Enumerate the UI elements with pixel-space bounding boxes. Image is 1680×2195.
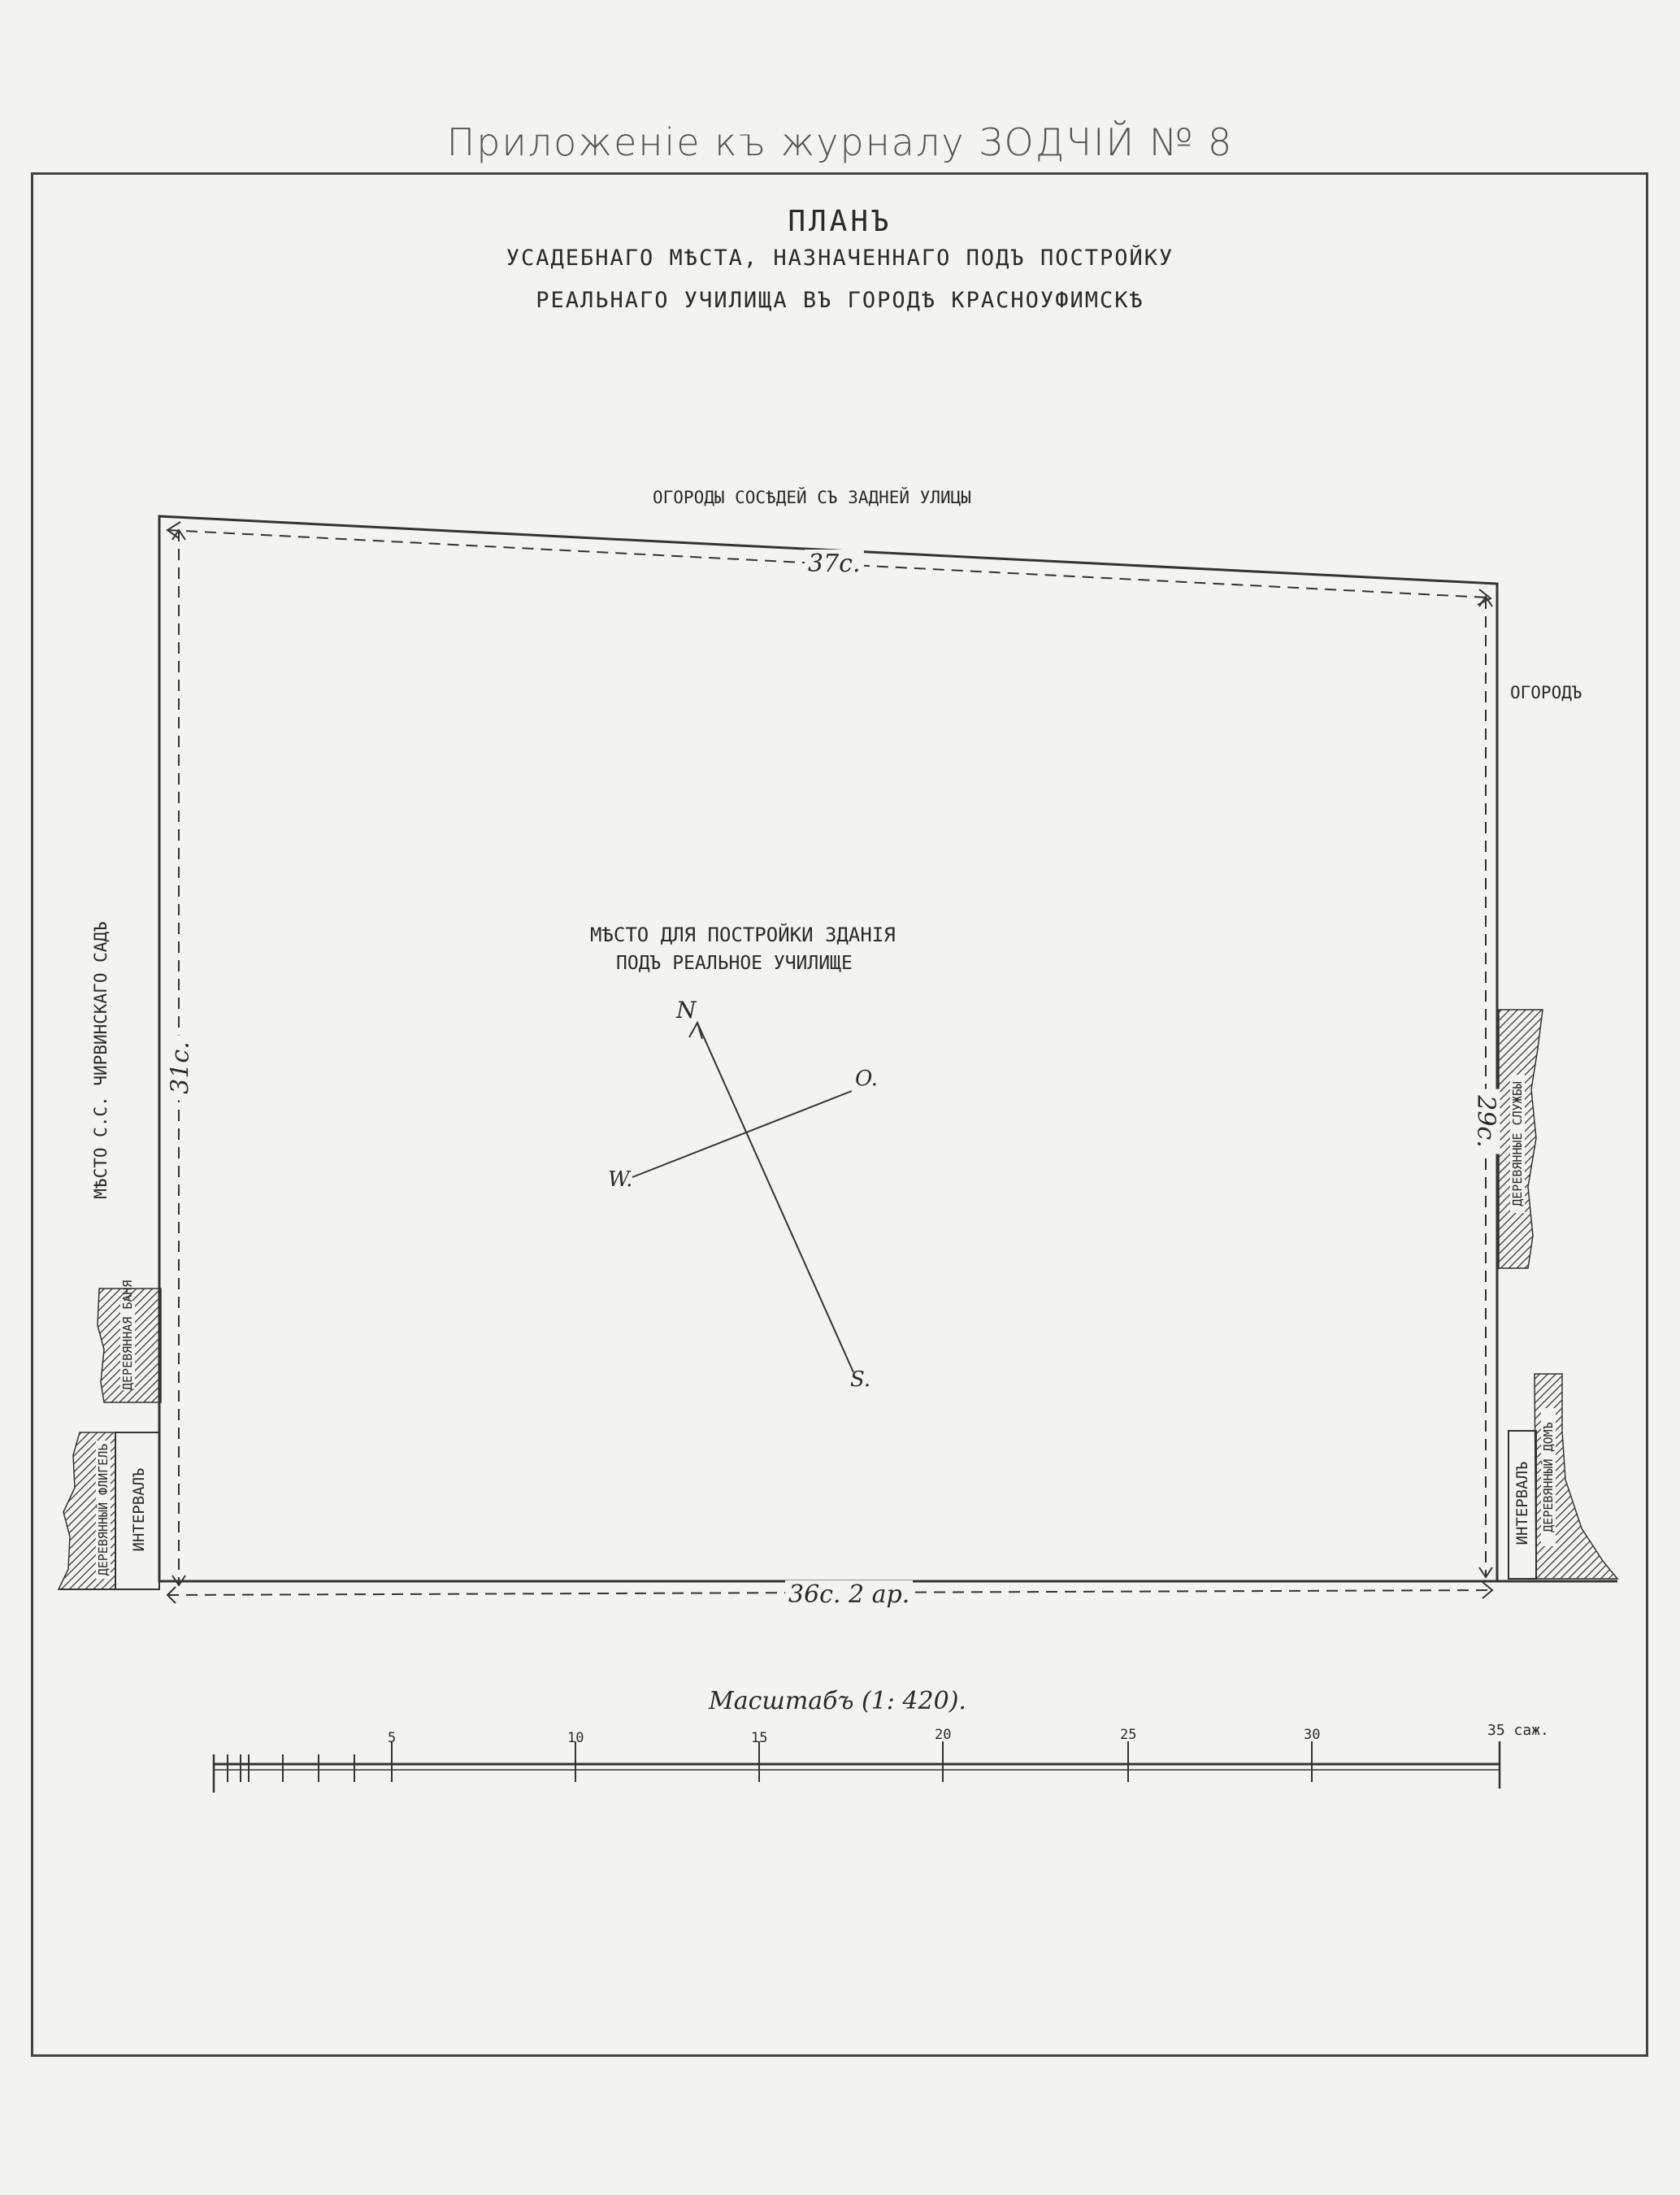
compass-north-arrow bbox=[689, 1023, 702, 1039]
scale-label-10: 10 bbox=[567, 1730, 584, 1746]
dim-right-label: 29с. bbox=[1472, 1089, 1500, 1154]
right-service-label: ДЕРЕВЯННЫЕ СЛУЖБЫ bbox=[1510, 1075, 1525, 1213]
site-label-line1: МѢСТО ДЛЯ ПОСТРОЙКИ ЗДАНIЯ bbox=[590, 924, 896, 946]
journal-header: Приложенiе къ журналу ЗОДЧIЙ № 8 bbox=[446, 120, 1234, 164]
left-wing-label: ДЕРЕВЯННЫЙ ФЛИГЕЛЬ bbox=[96, 1441, 111, 1579]
site-boundary bbox=[159, 516, 1497, 1581]
plan-subtitle-1: УСАДЕБНАГО МѢСТА, НАЗНАЧЕННАГО ПОДЪ ПОСТРОЙКУ bbox=[506, 246, 1174, 271]
compass-west: W. bbox=[608, 1167, 633, 1192]
right-house-label: ДЕРЕВЯННЫЙ ДОМЪ bbox=[1541, 1408, 1556, 1546]
site-label-line2: ПОДЪ РЕАЛЬНОЕ УЧИЛИЩЕ bbox=[616, 953, 853, 974]
left-interval-label: ИНТЕРВАЛЪ bbox=[130, 1467, 148, 1552]
scale-label-15: 15 bbox=[751, 1730, 768, 1746]
right-interval-label: ИНТЕРВАЛЪ bbox=[1513, 1461, 1531, 1545]
compass-north: N bbox=[676, 997, 697, 1024]
top-neighbor-label: ОГОРОДЫ СОСѢДЕЙ СЪ ЗАДНЕЙ УЛИЦЫ bbox=[653, 488, 971, 507]
left-neighbor-label: МѢСТО С.С. ЧИРВИНСКАГО САДЪ bbox=[91, 921, 111, 1199]
compass-south: S. bbox=[850, 1367, 871, 1392]
compass-east: O. bbox=[855, 1067, 879, 1091]
dim-left-label: 31с. bbox=[167, 1036, 195, 1101]
plan-title: ПЛАНЪ bbox=[788, 205, 892, 238]
scale-label-35: 35 саж. bbox=[1487, 1722, 1549, 1739]
compass-ns-line bbox=[697, 1023, 853, 1372]
scale-label-5: 5 bbox=[388, 1730, 397, 1746]
dim-bottom-label: 36с. 2 ар. bbox=[785, 1580, 913, 1609]
scale-label-25: 25 bbox=[1120, 1727, 1137, 1743]
right-neighbor-label: ОГОРОДЪ bbox=[1510, 683, 1582, 702]
compass-wo-line bbox=[632, 1091, 852, 1177]
dim-top-label: 37с. bbox=[805, 550, 864, 578]
scale-label-30: 30 bbox=[1304, 1727, 1321, 1743]
scale-label-20: 20 bbox=[935, 1727, 952, 1743]
left-bathhouse-label: ДЕРЕВЯННАЯ БАНЯ bbox=[120, 1280, 135, 1390]
scale-title: Масштабъ (1: 420). bbox=[709, 1687, 966, 1715]
plan-subtitle-2: РЕАЛЬНАГО УЧИЛИЩА ВЪ ГОРОДѢ КРАСНОУФИМСКѢ bbox=[536, 288, 1144, 313]
